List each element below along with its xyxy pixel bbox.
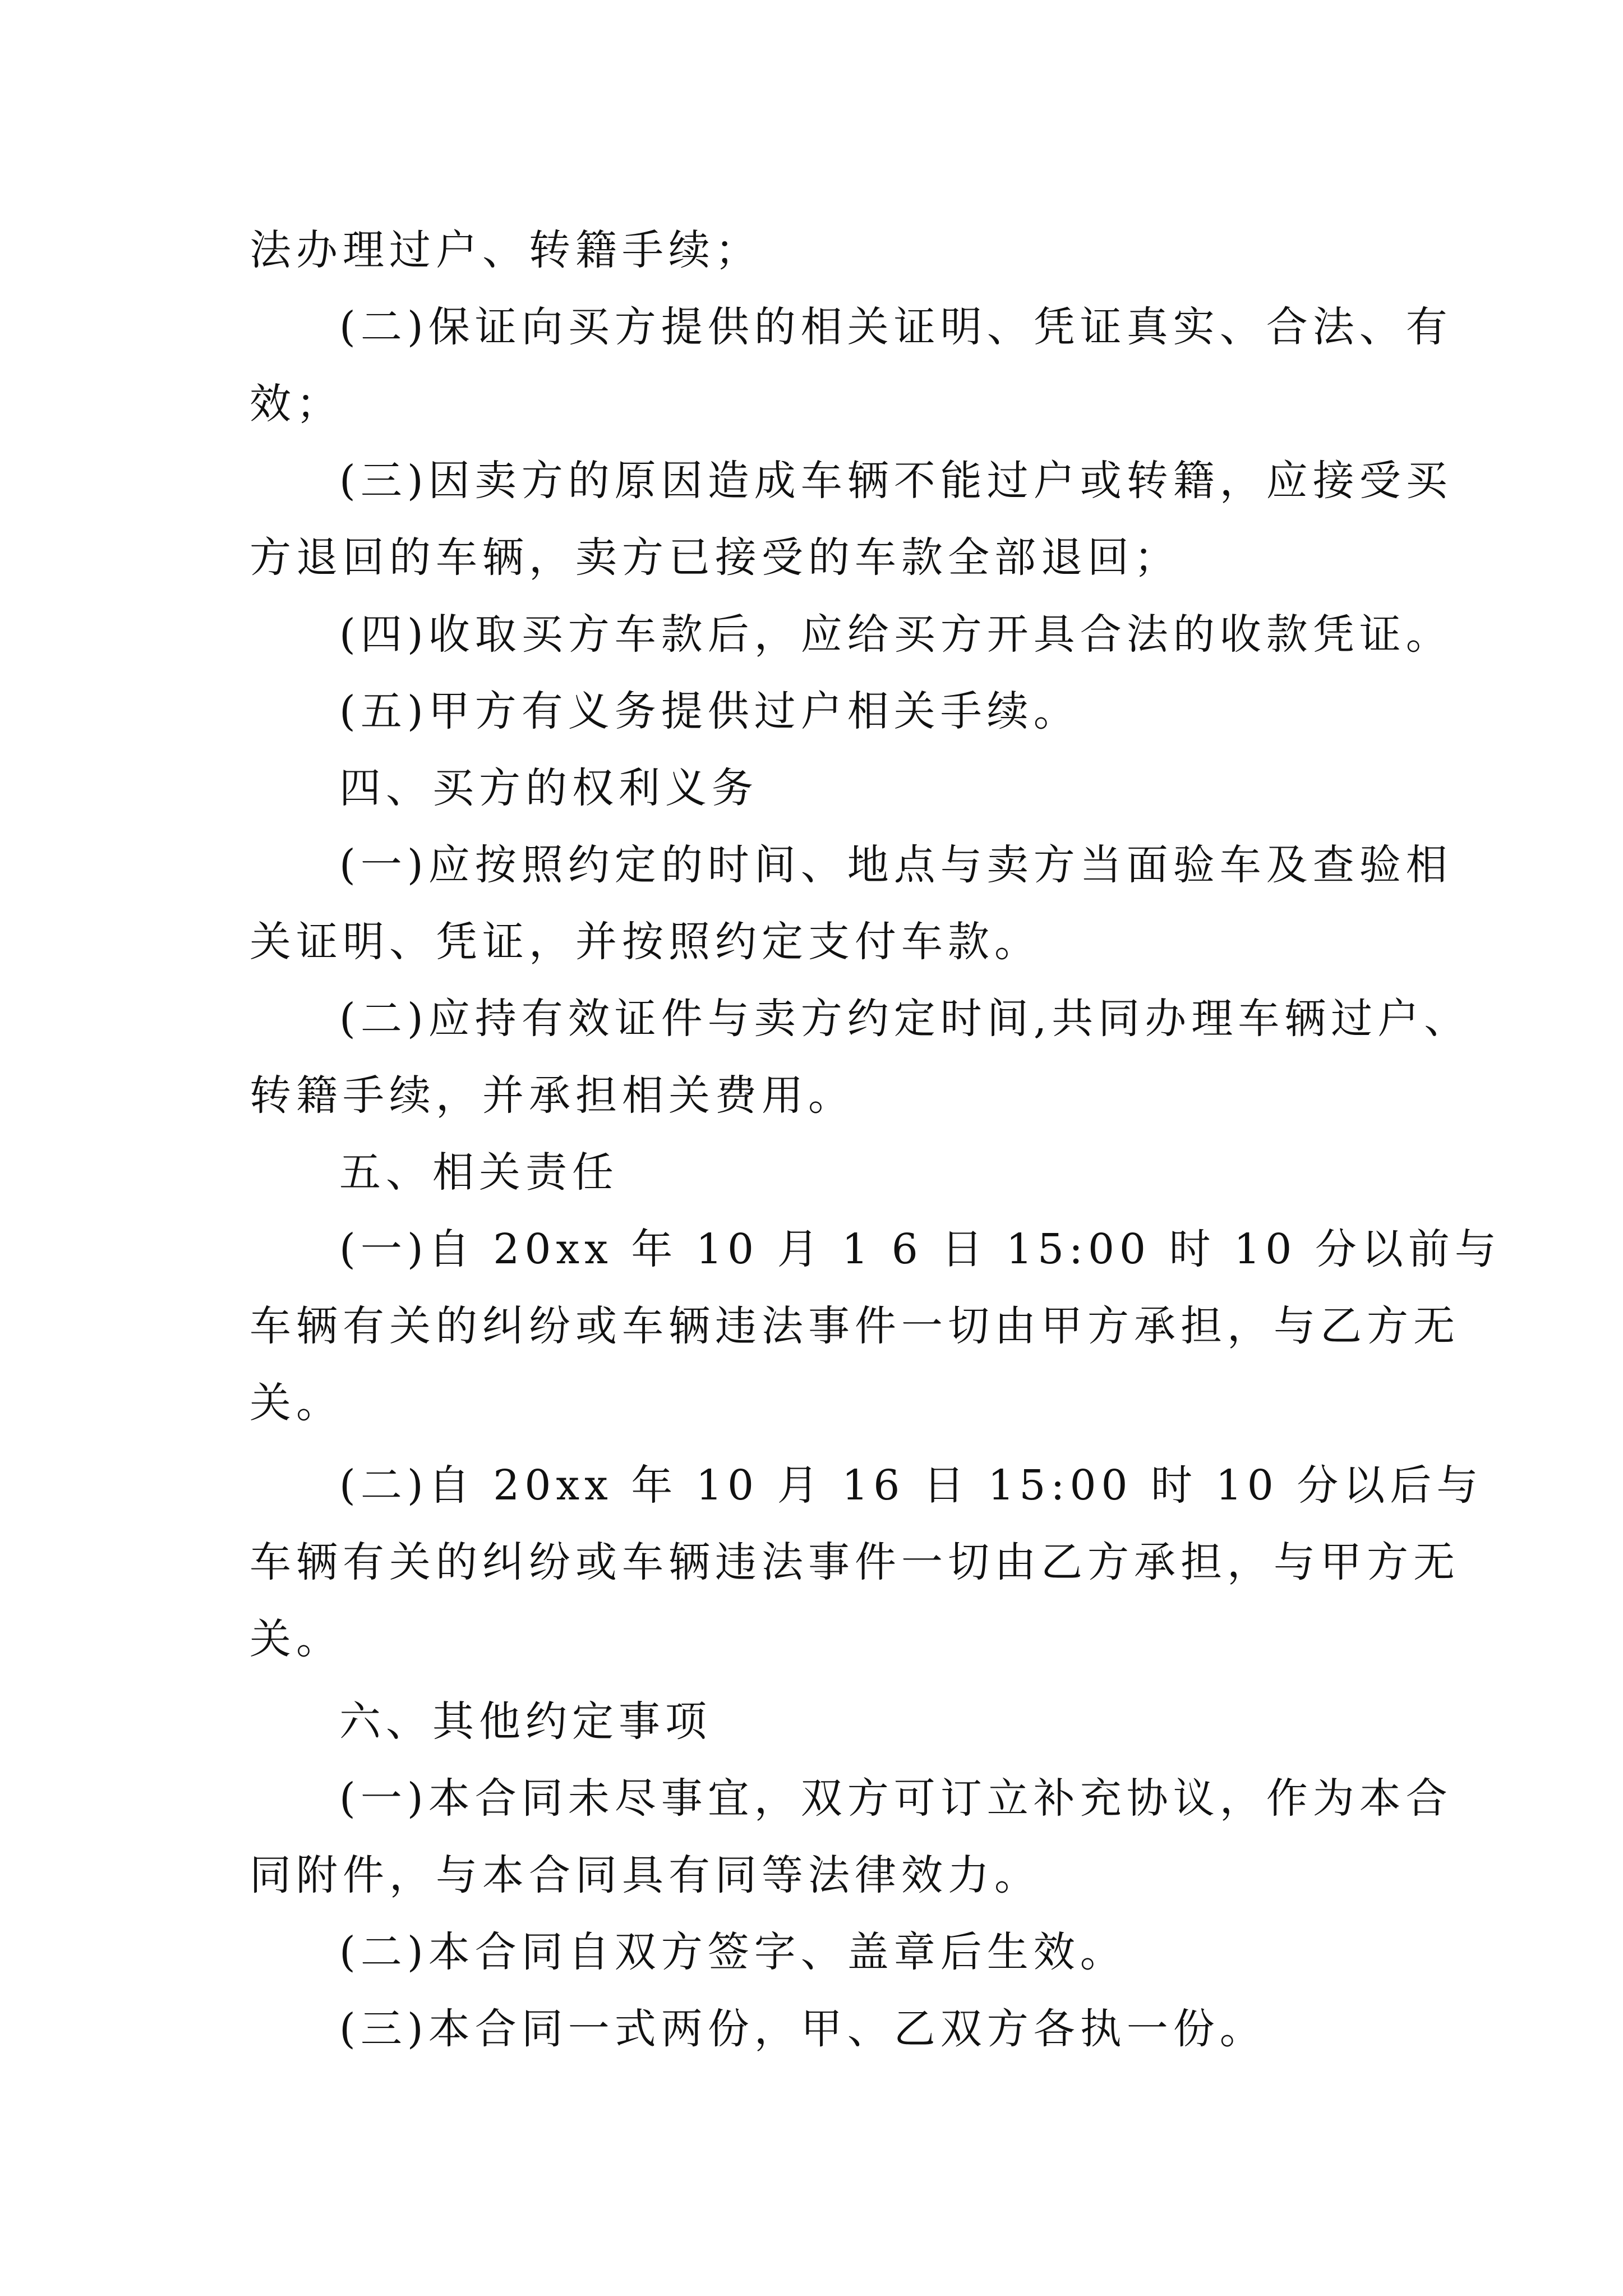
text-line: (三)本合同一式两份，甲、乙双方各执一份。 <box>339 2005 1266 2053</box>
text-line: (二)本合同自双方签字、盖章后生效。 <box>339 1928 1127 1976</box>
text-line: 方退回的车辆，卖方已接受的车款全部退回； <box>250 533 1181 582</box>
text-line: (一)应按照约定的时间、地点与卖方当面验车及查验相 <box>339 841 1453 889</box>
contract-text <box>250 212 1501 2068</box>
text-line: (二)保证向买方提供的相关证明、凭证真实、合法、有 <box>339 303 1453 351</box>
text-line: 关证明、凭证，并按照约定支付车款。 <box>250 918 1041 966</box>
text-line: (一)自 20xx 年 10 月 1 6 日 15:00 时 10 分以前与 <box>339 1225 1501 1273</box>
text-line: 效； <box>250 380 343 428</box>
text-line: 同附件，与本合同具有同等法律效力。 <box>250 1851 1041 1899</box>
text-line: (三)因卖方的原因造成车辆不能过户或转籍，应接受买 <box>339 457 1453 505</box>
text-line: (二)应持有效证件与卖方约定时间,共同办理车辆过户、 <box>339 995 1471 1043</box>
section-heading: 五、相关责任 <box>339 1148 619 1197</box>
text-line: (五)甲方有义务提供过户相关手续。 <box>339 687 1080 735</box>
text-line: (四)收取买方车款后，应给买方开具合法的收款凭证。 <box>339 610 1453 659</box>
text-line: 法办理过户、转籍手续； <box>250 226 762 274</box>
text-line: (二)自 20xx 年 10 月 16 日 15:00 时 10 分以后与 <box>339 1461 1483 1510</box>
text-line: 转籍手续，并承担相关费用。 <box>250 1071 855 1120</box>
section-heading: 四、买方的权利义务 <box>339 764 758 812</box>
section-heading: 六、其他约定事项 <box>339 1697 712 1746</box>
text-line: 车辆有关的纠纷或车辆违法事件一切由甲方承担，与乙方无 <box>250 1302 1460 1350</box>
text-line: 关。 <box>250 1615 343 1663</box>
text-line: (一)本合同未尽事宜，双方可订立补充协议，作为本合 <box>339 1774 1453 1823</box>
text-line: 关。 <box>250 1379 343 1427</box>
text-line: 车辆有关的纠纷或车辆违法事件一切由乙方承担，与甲方无 <box>250 1538 1460 1586</box>
